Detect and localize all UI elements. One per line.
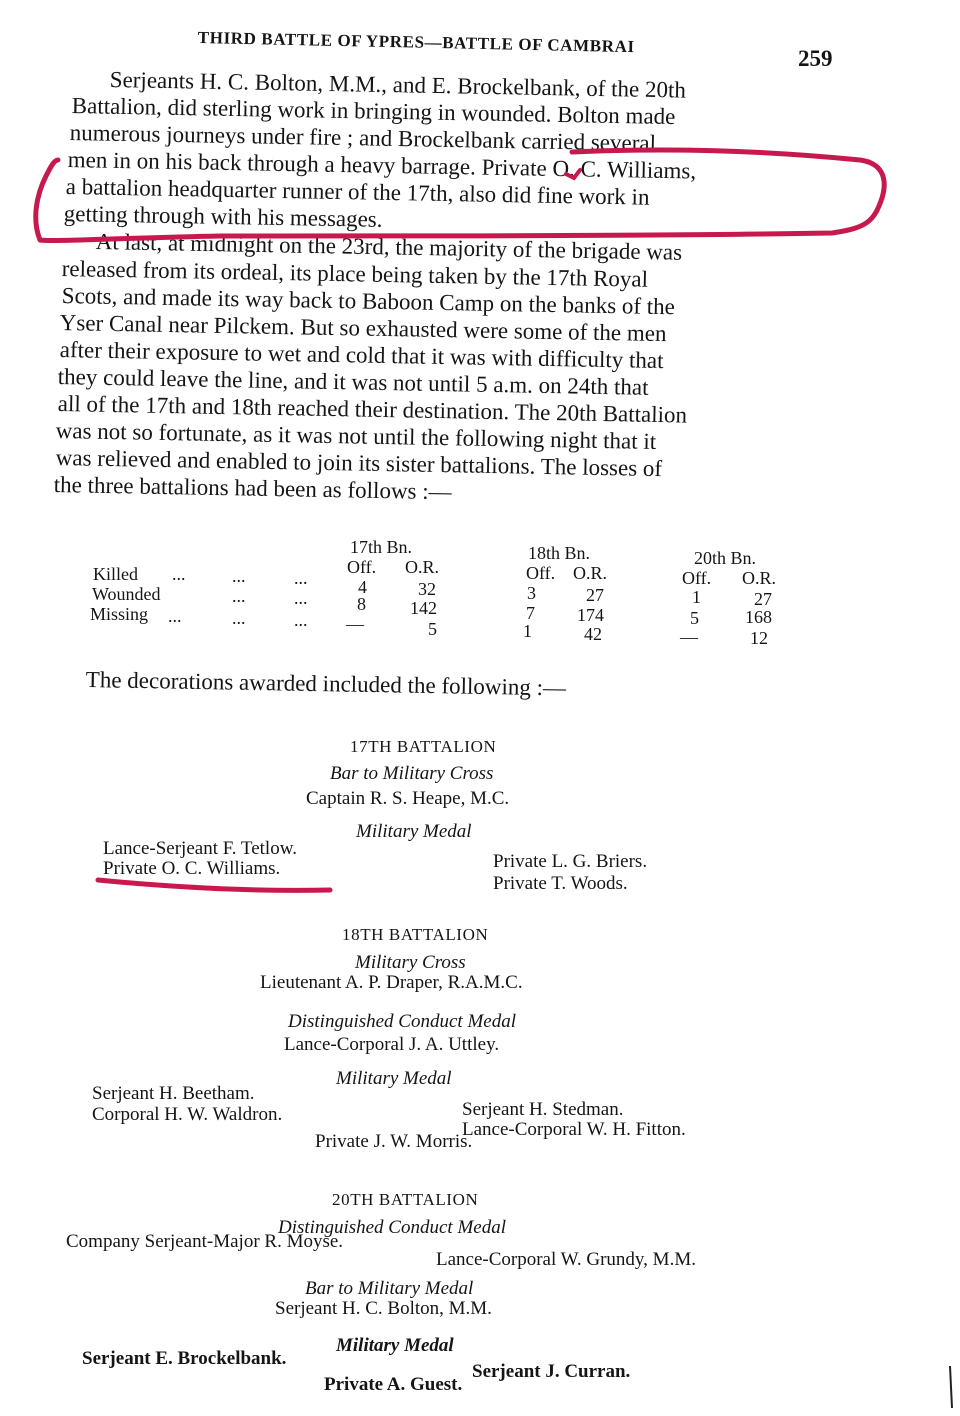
table-cell: 5: [428, 619, 437, 639]
battalion-heading: 17TH BATTALION: [350, 737, 497, 756]
recipient-name: Captain R. S. Heape, M.C.: [306, 788, 510, 809]
col-subheader: O.R.: [405, 557, 440, 577]
leader-dots: ...: [294, 610, 308, 630]
recipient-name: Serjeant H. Beetham.: [92, 1083, 255, 1104]
award-title: Distinguished Conduct Medal: [288, 1011, 516, 1032]
recipient-name: Serjeant E. Brockelbank.: [82, 1348, 287, 1369]
body-line: was not so fortunate, as it was not until the following night that it: [55, 418, 657, 454]
award-title: Military Cross: [355, 952, 466, 973]
body-line: a battalion headquarter runner of the 17th, also did fine work in: [65, 174, 650, 210]
highlight-loop-mark: [36, 147, 884, 240]
body-line: numerous journeys under fire ; and Brockelbank carried several: [69, 120, 657, 156]
col-subheader: Off.: [526, 563, 556, 583]
running-title: THIRD BATTLE OF YPRES—BATTLE OF CAMBRAI: [197, 28, 635, 57]
body-line: was relieved and enabled to join its sister battalions. The losses of: [55, 445, 663, 482]
table-cell: 7: [526, 603, 535, 623]
award-title: Bar to Military Medal: [305, 1278, 474, 1299]
award-title: Distinguished Conduct Medal: [278, 1217, 506, 1238]
col-subheader: O.R.: [573, 563, 608, 583]
recipient-name: Lance-Corporal W. H. Fitton.: [462, 1119, 686, 1140]
leader-dots: ...: [294, 588, 308, 608]
leader-dots: ...: [232, 608, 246, 628]
body-line: they could leave the line, and it was not until 5 a.m. on 24th that: [57, 364, 649, 400]
body-line: released from its ordeal, its place being taken by the 17th Royal: [61, 256, 649, 292]
body-line: Battalion, did sterling work in bringing in wounded. Bolton made: [71, 93, 676, 130]
recipient-name: Serjeant H. C. Bolton, M.M.: [275, 1298, 492, 1319]
recipient-name: Private O. C. Williams.: [103, 858, 281, 879]
battalion-header: 17th Bn.: [350, 537, 413, 557]
battalion-heading: 20TH BATTALION: [332, 1190, 479, 1209]
award-title: Military Medal: [336, 1068, 452, 1089]
battalion-header: 20th Bn.: [694, 548, 757, 568]
recipient-name: Serjeant J. Curran.: [472, 1361, 631, 1382]
body-line: the three battalions had been as follows :—: [53, 472, 452, 505]
decorations-intro: The decorations awarded included the following :—: [85, 667, 567, 701]
leader-dots: ...: [172, 564, 186, 584]
recipient-name: Lance-Serjeant F. Tetlow.: [103, 838, 297, 859]
table-cell: 12: [750, 628, 768, 648]
margin-scratch-mark: [950, 1366, 952, 1408]
body-line: getting through with his messages.: [63, 201, 383, 232]
leader-dots: ...: [294, 568, 308, 588]
pen-tick-mark: [566, 170, 580, 178]
table-cell: 1: [523, 621, 532, 641]
recipient-name: Company Serjeant-Major R. Moyse.: [66, 1231, 344, 1252]
row-label: Wounded: [92, 584, 161, 604]
table-cell: —: [346, 614, 364, 634]
award-title: Military Medal: [356, 821, 472, 842]
table-cell: 174: [577, 605, 604, 625]
col-subheader: Off.: [682, 568, 712, 588]
table-cell: 142: [410, 598, 437, 618]
col-subheader: Off.: [347, 557, 377, 577]
table-cell: 168: [745, 607, 772, 627]
body-line: At last, at midnight on the 23rd, the majority of the brigade was: [95, 229, 683, 265]
leader-dots: ...: [168, 606, 182, 626]
recipient-name: Lance-Corporal J. A. Uttley.: [284, 1034, 500, 1055]
table-cell: 1: [692, 587, 701, 607]
underline-mark: [98, 880, 330, 890]
recipient-name: Serjeant H. Stedman.: [462, 1099, 624, 1120]
col-subheader: O.R.: [742, 568, 777, 588]
table-cell: 32: [418, 579, 436, 599]
recipient-name: Private A. Guest.: [324, 1374, 463, 1395]
body-line: men in on his back through a heavy barrage. Private O. C. Williams,: [67, 147, 697, 184]
table-cell: —: [680, 627, 698, 647]
table-cell: 27: [754, 589, 772, 609]
recipient-name: Lieutenant A. P. Draper, R.A.M.C.: [260, 972, 523, 993]
leader-dots: ...: [232, 566, 246, 586]
table-cell: 27: [586, 585, 604, 605]
body-line: Yser Canal near Pilckem. But so exhausted were some of the men: [59, 310, 667, 347]
award-title: Military Medal: [336, 1335, 454, 1356]
table-cell: 5: [690, 608, 699, 628]
body-line: Serjeants H. C. Bolton, M.M., and E. Brockelbank, of the 20th: [109, 67, 687, 103]
table-cell: 3: [527, 583, 536, 603]
battalion-heading: 18TH BATTALION: [342, 925, 489, 944]
recipient-name: Corporal H. W. Waldron.: [92, 1104, 283, 1125]
body-line: all of the 17th and 18th reached their destination. The 20th Battalion: [57, 391, 688, 428]
battalion-header: 18th Bn.: [528, 543, 591, 563]
page-number: 259: [798, 46, 833, 71]
leader-dots: ...: [232, 586, 246, 606]
table-cell: 42: [584, 624, 602, 644]
recipient-name: Private L. G. Briers.: [493, 851, 648, 872]
award-title: Bar to Military Cross: [330, 763, 494, 784]
row-label: Killed: [93, 564, 138, 584]
table-cell: 4: [358, 577, 367, 597]
recipient-name: Private T. Woods.: [493, 873, 628, 894]
table-cell: 8: [357, 594, 366, 614]
body-line: after their exposure to wet and cold that it was with difficulty that: [59, 337, 664, 374]
recipient-name: Private J. W. Morris.: [315, 1131, 473, 1152]
body-line: Scots, and made its way back to Baboon Camp on the banks of the: [61, 283, 676, 320]
row-label: Missing: [90, 604, 149, 624]
recipient-name: Lance-Corporal W. Grundy, M.M.: [436, 1249, 696, 1270]
